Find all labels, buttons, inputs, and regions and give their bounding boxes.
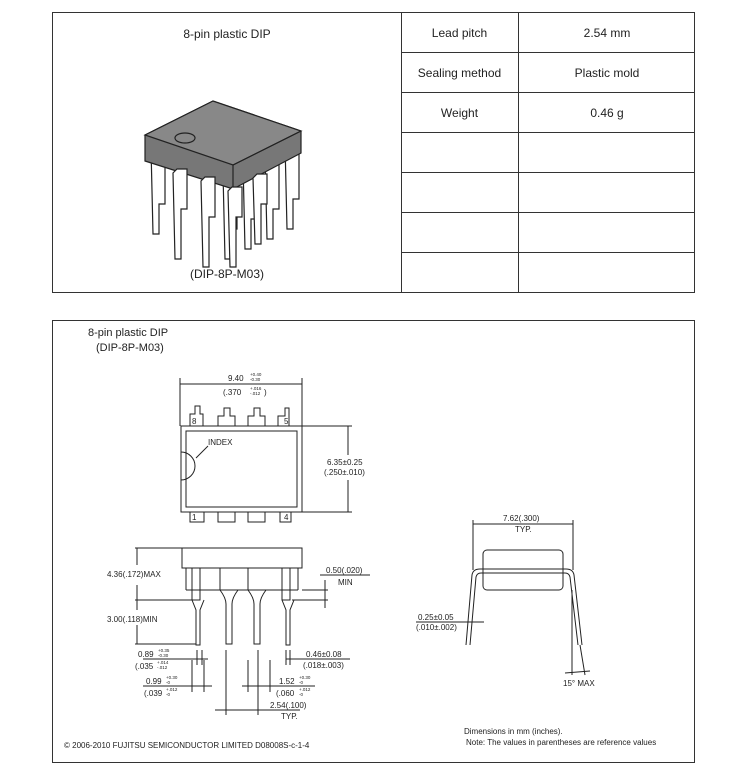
dim-label: (.018±.003) xyxy=(303,661,344,670)
tol: +0.30 xyxy=(299,675,311,680)
index-mark xyxy=(181,452,195,480)
dim-label: (.039 xyxy=(144,689,163,698)
dim-label: 4.36(.172)MAX xyxy=(107,570,161,579)
dim-label: 6.35±0.25 xyxy=(327,458,363,467)
dim-label: TYP. xyxy=(515,525,532,534)
tol: -.012 xyxy=(157,665,168,670)
dim-width-in: (.370 xyxy=(223,388,242,397)
tol: -0 xyxy=(166,692,171,697)
end-view-body xyxy=(483,550,563,590)
spec-value: 2.54 mm xyxy=(519,13,696,53)
top-view-body xyxy=(181,426,302,512)
tol: +0.30 xyxy=(166,675,178,680)
dim-label: 2.54(.100) xyxy=(270,701,307,710)
dim-label: 0.46±0.08 xyxy=(306,650,342,659)
package-code: (DIP-8P-M03) xyxy=(189,267,264,281)
dim-label: MIN xyxy=(338,578,353,587)
dim-label: 7.62(.300) xyxy=(503,514,540,523)
spec-label: Sealing method xyxy=(401,53,519,93)
tol: -0.30 xyxy=(158,653,169,658)
package-title: 8-pin plastic DIP xyxy=(183,27,271,41)
tol: +0.40 xyxy=(250,372,262,377)
tol: +.012 xyxy=(166,687,178,692)
tol: -0.30 xyxy=(250,377,261,382)
spec-label: Lead pitch xyxy=(401,13,519,53)
dim-label: 0.25±0.05 xyxy=(418,613,454,622)
dim-label: (.060 xyxy=(276,689,295,698)
dim-label: (.010±.002) xyxy=(416,623,457,632)
spec-label: Weight xyxy=(401,93,519,133)
dim-label: 3.00(.118)MIN xyxy=(107,615,158,624)
dim-label: (.035 xyxy=(135,662,154,671)
dim-label: TYP. xyxy=(281,712,298,721)
tol: ) xyxy=(264,388,267,397)
note: Note: The values in parentheses are reference values xyxy=(466,738,657,747)
tol: -0 xyxy=(299,692,304,697)
dim-label: (.250±.010) xyxy=(324,468,365,477)
tol: +0.35 xyxy=(158,648,170,653)
drawing-title: 8-pin plastic DIP xyxy=(88,327,169,339)
dim-label: 0.50(.020) xyxy=(326,566,363,575)
index-label: INDEX xyxy=(208,438,233,447)
dim-width-mm: 9.40 xyxy=(228,374,244,383)
copyright: © 2006-2010 FUJITSU SEMICONDUCTOR LIMITED D08008S-c-1-4 xyxy=(64,741,310,750)
pin-label: 5 xyxy=(284,417,289,426)
tol: -.012 xyxy=(250,391,261,396)
dim-label: 1.52 xyxy=(279,677,295,686)
dim-label: 0.89 xyxy=(138,650,154,659)
dim-label: 15° MAX xyxy=(563,679,595,688)
drawing-code: (DIP-8P-M03) xyxy=(96,342,164,354)
tol: +.012 xyxy=(299,687,311,692)
pin-label: 8 xyxy=(192,417,197,426)
dim-label: 0.99 xyxy=(146,677,162,686)
tol: -0 xyxy=(166,680,171,685)
tol: +.016 xyxy=(250,386,262,391)
spec-value: 0.46 g xyxy=(519,93,696,133)
note: Dimensions in mm (inches). xyxy=(464,727,563,736)
pin-label: 4 xyxy=(284,513,289,522)
tol: -0 xyxy=(299,680,304,685)
spec-value: Plastic mold xyxy=(519,53,696,93)
pin-label: 1 xyxy=(192,513,197,522)
tol: +.014 xyxy=(157,660,169,665)
